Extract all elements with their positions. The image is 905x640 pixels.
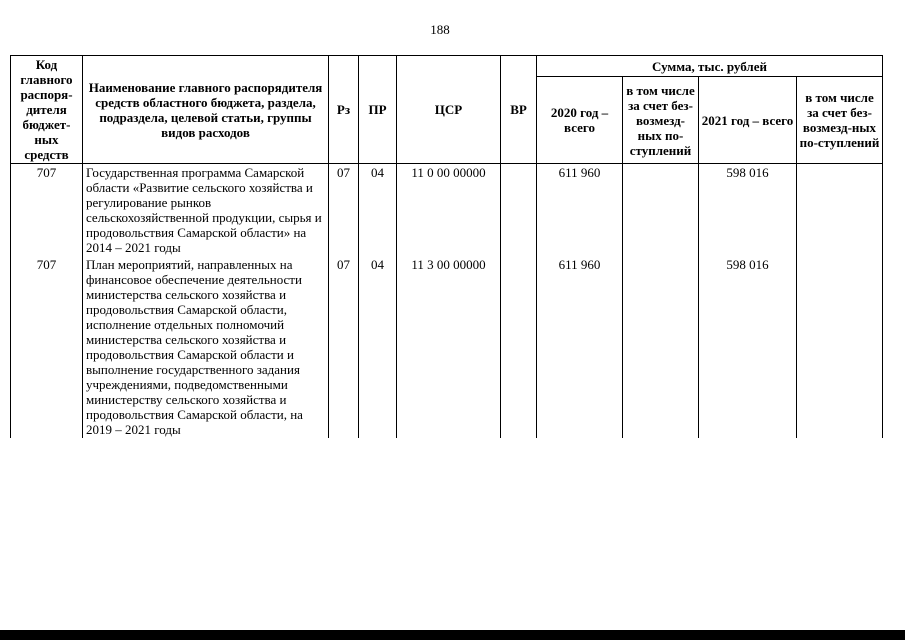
row-rz: 07 xyxy=(329,164,359,257)
header-pr: ПР xyxy=(359,56,397,164)
row-2020-free xyxy=(623,164,699,257)
row-2021-total: 598 016 xyxy=(699,256,797,438)
table-header xyxy=(11,56,883,164)
row-2021-free xyxy=(797,164,883,257)
row-csr: 11 3 00 00000 xyxy=(397,256,501,438)
row-rz: 07 xyxy=(329,256,359,438)
header-2021-free: в том числе за счет без-возмезд-ных по-ступлений xyxy=(797,77,883,164)
header-sum: Сумма, тыс. рублей xyxy=(537,56,883,77)
row-2020-total: 611 960 xyxy=(537,164,623,257)
page-number: 188 xyxy=(430,22,450,37)
row-name: Государственная программа Самарской области «Развитие сельского хозяйства и регулирование рынков сельскохозяйственной продукции, сырья и продовольствия Самарской области» на 2014 – 2021 годы xyxy=(83,164,329,257)
row-2020-total: 611 960 xyxy=(537,256,623,438)
header-rz: Рз xyxy=(329,56,359,164)
table-row xyxy=(11,164,883,257)
header-code: Код главного распоря-дителя бюджет-ных средств xyxy=(11,56,83,164)
table-row xyxy=(11,256,883,438)
row-pr: 04 xyxy=(359,256,397,438)
row-code: 707 xyxy=(11,164,83,257)
header-vr: ВР xyxy=(501,56,537,164)
header-name: Наименование главного распорядителя средств областного бюджета, раздела, подраздела, целевой статьи, группы видов расходов xyxy=(83,56,329,164)
header-2020-free: в том числе за счет без-возмезд-ных по-ступлений xyxy=(623,77,699,164)
row-vr xyxy=(501,164,537,257)
header-2021-total: 2021 год – всего xyxy=(699,77,797,164)
row-pr: 04 xyxy=(359,164,397,257)
row-2020-free xyxy=(623,256,699,438)
row-2021-total: 598 016 xyxy=(699,164,797,257)
header-csr: ЦСР xyxy=(397,56,501,164)
row-csr: 11 0 00 00000 xyxy=(397,164,501,257)
header-2020-total: 2020 год – всего xyxy=(537,77,623,164)
row-code: 707 xyxy=(11,256,83,438)
budget-table xyxy=(10,55,883,438)
row-name: План мероприятий, направленных на финансовое обеспечение деятельности министерства сельского хозяйства и продовольствия Самарской области, исполнение отдельных полномочий министерства сельского хозяйства и продовольствия Самарской области и выполнение государственного задания учреждениями, подведомственными министерству сельского хозяйства и продовольствия Самарской области, на 2019 – 2021 годы xyxy=(83,256,329,438)
row-vr xyxy=(501,256,537,438)
row-2021-free xyxy=(797,256,883,438)
scan-border-bar xyxy=(0,630,905,640)
